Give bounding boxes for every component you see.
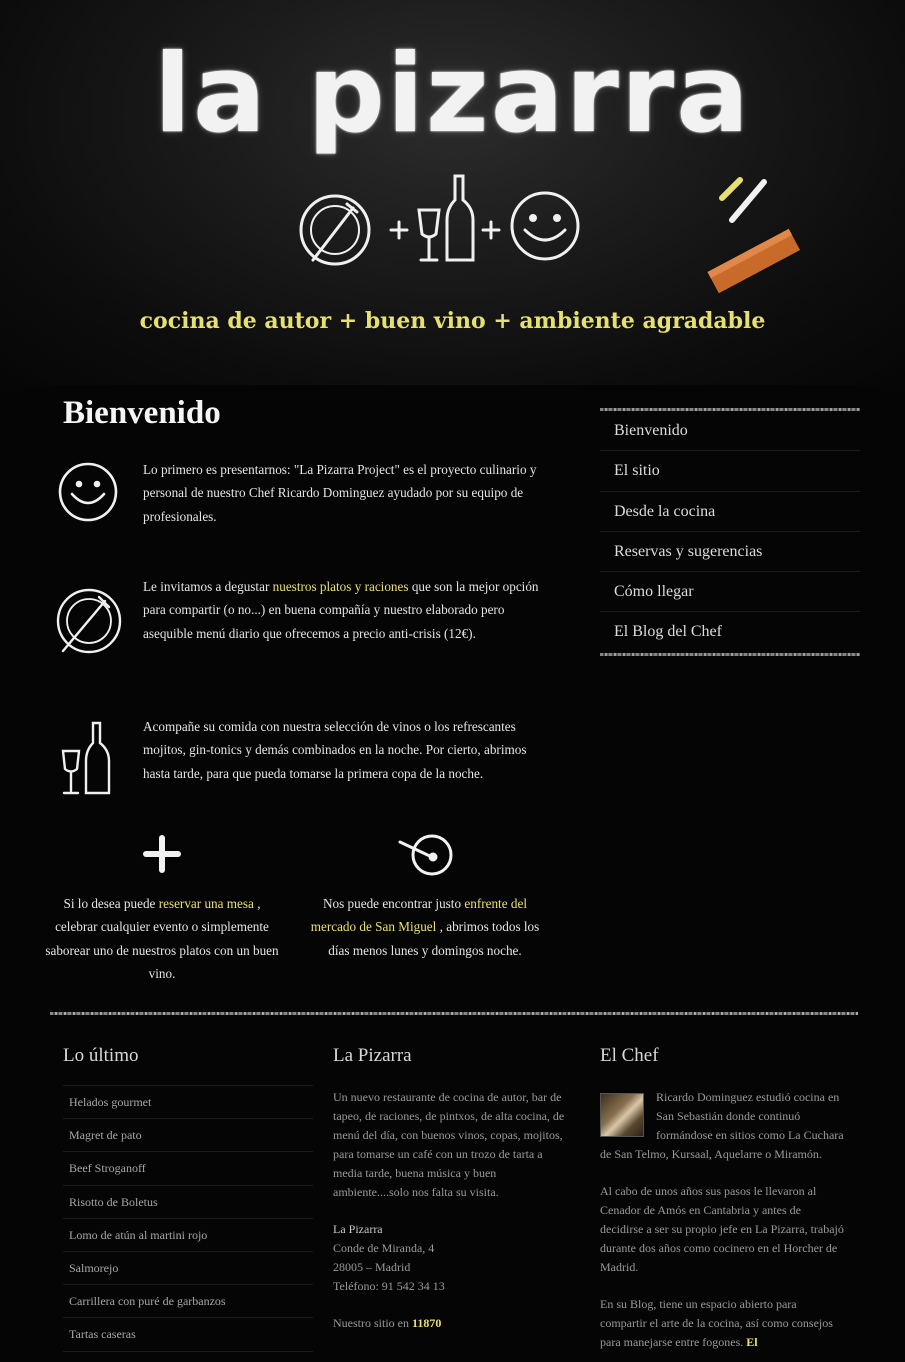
list-item[interactable]: Helados gourmet: [63, 1086, 313, 1119]
dishes-link[interactable]: nuestros platos y raciones: [272, 579, 409, 594]
address-name: La Pizarra: [333, 1222, 383, 1236]
sidebar-item-bienvenido[interactable]: Bienvenido: [600, 411, 860, 451]
chef-photo: [600, 1093, 644, 1137]
chef-blog: En su Blog, tiene un espacio abierto para compartir el arte de la cocina, así como consejos para manejarse entre fogones. El: [600, 1297, 833, 1349]
location-link[interactable]: enfrente del mercado de San Miguel: [310, 896, 527, 935]
sidebar-item-como-llegar[interactable]: Cómo llegar: [600, 572, 860, 612]
reserve-text: Si lo desea puede reservar una mesa , celebrar cualquier evento o simplemente saborear uno de nuestros platos con un buen vino.: [45, 896, 279, 981]
sidebar-nav: [600, 408, 860, 656]
divider: [600, 408, 860, 411]
sidebar-item-blog[interactable]: El Blog del Chef: [614, 623, 722, 641]
footer-latest-title: Lo último: [63, 1045, 139, 1066]
header: [0, 0, 905, 385]
wine-text: Acompañe su comida con nuestra selección de vinos o los refrescantes mojitos, gin-tonics y demás combinados en la noche. Por cierto, abrimos hasta tarde, para que pueda tomarse la primera copa de la noche.: [143, 719, 527, 781]
list-item[interactable]: Carrillera con puré de garbanzos: [63, 1285, 313, 1318]
list-item[interactable]: Tartas caseras: [63, 1318, 313, 1351]
address: [333, 1220, 568, 1296]
tagline: cocina de autor + buen vino + ambiente agradable: [139, 308, 766, 334]
address-city: 28005 – Madrid: [333, 1260, 411, 1274]
plate-icon: [55, 575, 125, 655]
chalk-eraser-icon: [700, 170, 820, 300]
divider: [50, 1012, 858, 1015]
sidebar-item-el-sitio[interactable]: El sitio: [600, 451, 860, 491]
footer-latest: [63, 1045, 313, 1352]
about-text: Un nuevo restaurante de cocina de autor, bar de tapeo, de raciones, de pintxos, de alta cocina, de menú del día, con buenos vinos, copas, mojitos, para tomarse un café con un trozo de tarta a media tarde, buena música y buen ambiente....solo nos falta su visita.: [333, 1090, 565, 1199]
list-item[interactable]: Beef Stroganoff: [63, 1152, 313, 1185]
location-text: Nos puede encontrar justo enfrente del mercado de San Miguel , abrimos todos los días menos lunes y domingos noche.: [310, 896, 540, 958]
phone: Teléfono: 91 542 34 13: [333, 1279, 445, 1293]
reserve-link[interactable]: reservar una mesa: [158, 896, 254, 911]
site-line: Nuestro sitio en 11870: [333, 1316, 442, 1330]
divider: [600, 653, 860, 656]
site-logo[interactable]: la pizarra: [154, 32, 751, 157]
smile-icon: [55, 458, 125, 538]
footer-chef: [600, 1045, 845, 1362]
sidebar-list: [600, 411, 860, 653]
footer-about: [333, 1045, 568, 1333]
footer-chef-title: El Chef: [600, 1045, 659, 1066]
chef-blog-link[interactable]: El: [746, 1335, 758, 1349]
footer-about-title: La Pizarra: [333, 1045, 412, 1066]
list-item[interactable]: Lomo de atún al martini rojo: [63, 1219, 313, 1252]
list-item[interactable]: Risotto de Boletus: [63, 1186, 313, 1219]
list-item[interactable]: Salmorejo: [63, 1252, 313, 1285]
chef-bio: Ricardo Dominguez estudió cocina en San Sebastián donde continuó formándose en sitios como La Cuchara de San Telmo, Kursaal, Aquelarre o Miramón.: [600, 1090, 844, 1161]
location-icon: [396, 830, 456, 878]
page-title: Bienvenido: [63, 395, 221, 431]
chef-career: Al cabo de unos años sus pasos le llevaron al Cenador de Amós en Cantabria y antes de decidirse a ser su propio jefe en La Pizarra, trabajó durante dos años como cocinero en el Horcher de Madrid.: [600, 1184, 844, 1274]
intro-text: Lo primero es presentarnos: "La Pizarra Project" es el proyecto culinario y personal de nuestro Chef Ricardo Dominguez ayudado por su equipo de profesionales.: [143, 462, 537, 524]
dishes-text: Le invitamos a degustar nuestros platos y raciones que son la mejor opción para compartir (o no...) en buena compañía y nuestro elaborado pero asequible menú diario que ofrecemos a precio anti-crisis (12€).: [143, 579, 539, 641]
site-link[interactable]: 11870: [412, 1316, 442, 1330]
address-street: Conde de Miranda, 4: [333, 1241, 435, 1255]
wine-icon: [55, 715, 125, 795]
sidebar-item-reservas[interactable]: Reservas y sugerencias: [600, 532, 860, 572]
list-item[interactable]: Magret de pato: [63, 1119, 313, 1152]
plate-wine-smile-icons: [295, 168, 595, 268]
latest-list: [63, 1085, 313, 1352]
sidebar-item-desde-la-cocina[interactable]: Desde la cocina: [600, 492, 860, 532]
plus-icon: [140, 832, 184, 876]
